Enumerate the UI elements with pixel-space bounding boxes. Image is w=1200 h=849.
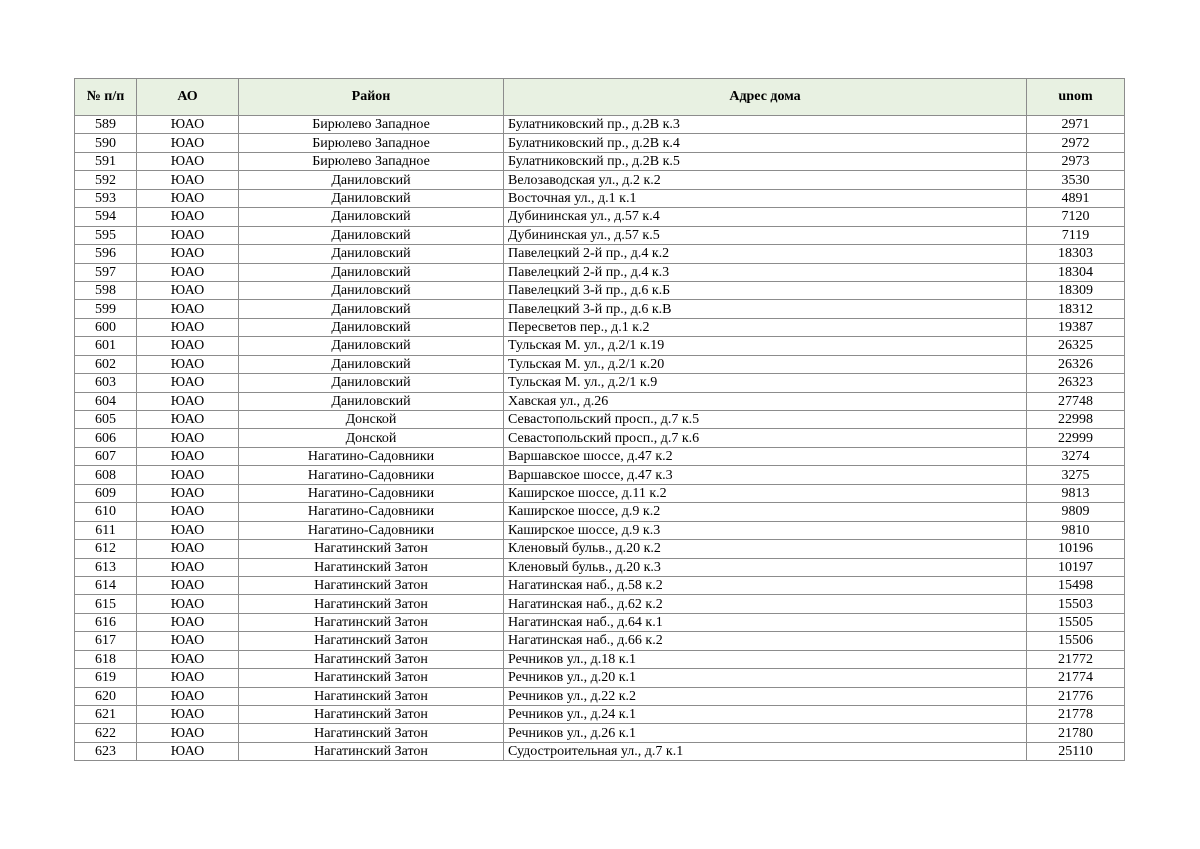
table-row: [75, 208, 1125, 226]
cell-okrug: ЮАО: [137, 687, 239, 705]
cell-district: Нагатинский Затон: [239, 540, 504, 558]
cell-address: Севастопольский просп., д.7 к.6: [504, 429, 1027, 447]
cell-okrug: ЮАО: [137, 521, 239, 539]
cell-okrug: ЮАО: [137, 392, 239, 410]
cell-district: Бирюлево Западное: [239, 134, 504, 152]
cell-address: Речников ул., д.18 к.1: [504, 650, 1027, 668]
table-row: [75, 742, 1125, 760]
table-row: [75, 392, 1125, 410]
table-row: [75, 226, 1125, 244]
cell-okrug: ЮАО: [137, 281, 239, 299]
cell-address: Тульская М. ул., д.2/1 к.19: [504, 337, 1027, 355]
cell-okrug: ЮАО: [137, 595, 239, 613]
table-row: [75, 650, 1125, 668]
cell-unom: 7119: [1027, 226, 1125, 244]
table-row: [75, 521, 1125, 539]
cell-unom: 3275: [1027, 466, 1125, 484]
cell-address: Речников ул., д.24 к.1: [504, 706, 1027, 724]
cell-number: 592: [75, 171, 137, 189]
cell-address: Каширское шоссе, д.9 к.3: [504, 521, 1027, 539]
cell-unom: 9813: [1027, 484, 1125, 502]
cell-district: Донской: [239, 411, 504, 429]
cell-unom: 3274: [1027, 447, 1125, 465]
cell-address: Велозаводская ул., д.2 к.2: [504, 171, 1027, 189]
cell-unom: 2973: [1027, 152, 1125, 170]
cell-unom: 26326: [1027, 355, 1125, 373]
cell-address: Тульская М. ул., д.2/1 к.20: [504, 355, 1027, 373]
header-unom: unom: [1027, 79, 1125, 116]
table-row: [75, 134, 1125, 152]
table-row: [75, 576, 1125, 594]
cell-okrug: ЮАО: [137, 300, 239, 318]
cell-okrug: ЮАО: [137, 650, 239, 668]
cell-number: 589: [75, 116, 137, 134]
cell-district: Нагатинский Затон: [239, 706, 504, 724]
cell-okrug: ЮАО: [137, 116, 239, 134]
cell-unom: 10196: [1027, 540, 1125, 558]
cell-district: Даниловский: [239, 281, 504, 299]
cell-address: Каширское шоссе, д.9 к.2: [504, 503, 1027, 521]
cell-address: Булатниковский пр., д.2В к.5: [504, 152, 1027, 170]
cell-number: 591: [75, 152, 137, 170]
cell-number: 613: [75, 558, 137, 576]
cell-district: Нагатинский Затон: [239, 669, 504, 687]
cell-unom: 10197: [1027, 558, 1125, 576]
cell-district: Даниловский: [239, 300, 504, 318]
cell-okrug: ЮАО: [137, 134, 239, 152]
cell-okrug: ЮАО: [137, 374, 239, 392]
cell-number: 596: [75, 245, 137, 263]
cell-address: Павелецкий 3-й пр., д.6 к.Б: [504, 281, 1027, 299]
cell-okrug: ЮАО: [137, 466, 239, 484]
cell-number: 619: [75, 669, 137, 687]
cell-address: Пересветов пер., д.1 к.2: [504, 318, 1027, 336]
cell-okrug: ЮАО: [137, 263, 239, 281]
cell-unom: 21772: [1027, 650, 1125, 668]
cell-unom: 19387: [1027, 318, 1125, 336]
header-row: [75, 79, 1125, 116]
cell-number: 612: [75, 540, 137, 558]
cell-district: Даниловский: [239, 355, 504, 373]
cell-district: Даниловский: [239, 337, 504, 355]
table-row: [75, 466, 1125, 484]
cell-unom: 9809: [1027, 503, 1125, 521]
cell-number: 598: [75, 281, 137, 299]
table-row: [75, 171, 1125, 189]
cell-unom: 22999: [1027, 429, 1125, 447]
table-row: [75, 374, 1125, 392]
cell-number: 623: [75, 742, 137, 760]
cell-number: 594: [75, 208, 137, 226]
cell-unom: 21778: [1027, 706, 1125, 724]
cell-number: 620: [75, 687, 137, 705]
cell-unom: 18303: [1027, 245, 1125, 263]
cell-address: Нагатинская наб., д.62 к.2: [504, 595, 1027, 613]
cell-district: Нагатинский Затон: [239, 687, 504, 705]
cell-district: Даниловский: [239, 374, 504, 392]
cell-district: Нагатинский Затон: [239, 613, 504, 631]
cell-address: Булатниковский пр., д.2В к.4: [504, 134, 1027, 152]
cell-number: 603: [75, 374, 137, 392]
cell-district: Нагатино-Садовники: [239, 521, 504, 539]
cell-unom: 18304: [1027, 263, 1125, 281]
cell-number: 599: [75, 300, 137, 318]
header-number: № п/п: [75, 79, 137, 116]
cell-number: 590: [75, 134, 137, 152]
cell-district: Даниловский: [239, 226, 504, 244]
housing-table: [74, 78, 1125, 761]
cell-address: Судостроительная ул., д.7 к.1: [504, 742, 1027, 760]
cell-address: Севастопольский просп., д.7 к.5: [504, 411, 1027, 429]
cell-okrug: ЮАО: [137, 558, 239, 576]
cell-number: 610: [75, 503, 137, 521]
cell-district: Бирюлево Западное: [239, 116, 504, 134]
cell-unom: 7120: [1027, 208, 1125, 226]
table-row: [75, 558, 1125, 576]
cell-unom: 21776: [1027, 687, 1125, 705]
cell-number: 614: [75, 576, 137, 594]
header-district: Район: [239, 79, 504, 116]
cell-district: Нагатино-Садовники: [239, 503, 504, 521]
cell-district: Нагатинский Затон: [239, 576, 504, 594]
cell-okrug: ЮАО: [137, 576, 239, 594]
cell-okrug: ЮАО: [137, 337, 239, 355]
table-row: [75, 503, 1125, 521]
table-row: [75, 318, 1125, 336]
table-row: [75, 355, 1125, 373]
cell-okrug: ЮАО: [137, 724, 239, 742]
table-row: [75, 632, 1125, 650]
cell-address: Речников ул., д.22 к.2: [504, 687, 1027, 705]
cell-address: Нагатинская наб., д.66 к.2: [504, 632, 1027, 650]
cell-number: 602: [75, 355, 137, 373]
table-row: [75, 300, 1125, 318]
cell-district: Даниловский: [239, 245, 504, 263]
cell-unom: 26325: [1027, 337, 1125, 355]
cell-address: Варшавское шоссе, д.47 к.3: [504, 466, 1027, 484]
cell-number: 601: [75, 337, 137, 355]
cell-okrug: ЮАО: [137, 411, 239, 429]
table-body: [75, 116, 1125, 761]
table-row: [75, 411, 1125, 429]
cell-address: Дубининская ул., д.57 к.5: [504, 226, 1027, 244]
cell-number: 593: [75, 189, 137, 207]
cell-unom: 22998: [1027, 411, 1125, 429]
cell-okrug: ЮАО: [137, 208, 239, 226]
cell-number: 608: [75, 466, 137, 484]
cell-unom: 26323: [1027, 374, 1125, 392]
cell-address: Кленовый бульв., д.20 к.2: [504, 540, 1027, 558]
cell-address: Павелецкий 3-й пр., д.6 к.В: [504, 300, 1027, 318]
cell-okrug: ЮАО: [137, 245, 239, 263]
cell-district: Нагатинский Затон: [239, 724, 504, 742]
cell-number: 611: [75, 521, 137, 539]
cell-okrug: ЮАО: [137, 189, 239, 207]
cell-district: Даниловский: [239, 392, 504, 410]
cell-okrug: ЮАО: [137, 540, 239, 558]
table-row: [75, 613, 1125, 631]
cell-number: 616: [75, 613, 137, 631]
cell-address: Булатниковский пр., д.2В к.3: [504, 116, 1027, 134]
cell-number: 597: [75, 263, 137, 281]
cell-district: Донской: [239, 429, 504, 447]
cell-unom: 21774: [1027, 669, 1125, 687]
cell-unom: 15506: [1027, 632, 1125, 650]
header-address: Адрес дома: [504, 79, 1027, 116]
table-row: [75, 447, 1125, 465]
table-row: [75, 189, 1125, 207]
table-row: [75, 337, 1125, 355]
cell-okrug: ЮАО: [137, 742, 239, 760]
cell-number: 618: [75, 650, 137, 668]
table-row: [75, 263, 1125, 281]
cell-okrug: ЮАО: [137, 152, 239, 170]
table-row: [75, 116, 1125, 134]
cell-number: 622: [75, 724, 137, 742]
cell-district: Даниловский: [239, 189, 504, 207]
cell-district: Нагатинский Затон: [239, 558, 504, 576]
table-header: [75, 79, 1125, 116]
cell-number: 609: [75, 484, 137, 502]
cell-unom: 2971: [1027, 116, 1125, 134]
cell-unom: 15503: [1027, 595, 1125, 613]
cell-okrug: ЮАО: [137, 706, 239, 724]
cell-number: 615: [75, 595, 137, 613]
table-row: [75, 706, 1125, 724]
cell-unom: 18312: [1027, 300, 1125, 318]
cell-address: Речников ул., д.20 к.1: [504, 669, 1027, 687]
cell-district: Бирюлево Западное: [239, 152, 504, 170]
document-page: [74, 78, 1124, 761]
table-row: [75, 724, 1125, 742]
cell-unom: 27748: [1027, 392, 1125, 410]
table-row: [75, 152, 1125, 170]
table-row: [75, 540, 1125, 558]
cell-district: Нагатино-Садовники: [239, 447, 504, 465]
cell-okrug: ЮАО: [137, 484, 239, 502]
cell-okrug: ЮАО: [137, 318, 239, 336]
cell-unom: 21780: [1027, 724, 1125, 742]
cell-address: Дубининская ул., д.57 к.4: [504, 208, 1027, 226]
table-row: [75, 687, 1125, 705]
cell-number: 605: [75, 411, 137, 429]
cell-district: Даниловский: [239, 171, 504, 189]
cell-unom: 9810: [1027, 521, 1125, 539]
cell-unom: 18309: [1027, 281, 1125, 299]
cell-okrug: ЮАО: [137, 503, 239, 521]
cell-number: 604: [75, 392, 137, 410]
cell-address: Нагатинская наб., д.64 к.1: [504, 613, 1027, 631]
table-row: [75, 281, 1125, 299]
cell-district: Даниловский: [239, 318, 504, 336]
cell-okrug: ЮАО: [137, 429, 239, 447]
table-row: [75, 429, 1125, 447]
cell-number: 617: [75, 632, 137, 650]
cell-address: Каширское шоссе, д.11 к.2: [504, 484, 1027, 502]
cell-okrug: ЮАО: [137, 171, 239, 189]
cell-okrug: ЮАО: [137, 226, 239, 244]
cell-unom: 2972: [1027, 134, 1125, 152]
cell-address: Кленовый бульв., д.20 к.3: [504, 558, 1027, 576]
table-row: [75, 595, 1125, 613]
cell-number: 621: [75, 706, 137, 724]
cell-unom: 15498: [1027, 576, 1125, 594]
cell-unom: 15505: [1027, 613, 1125, 631]
cell-district: Нагатинский Затон: [239, 595, 504, 613]
header-okrug: АО: [137, 79, 239, 116]
cell-okrug: ЮАО: [137, 669, 239, 687]
cell-district: Даниловский: [239, 263, 504, 281]
cell-okrug: ЮАО: [137, 355, 239, 373]
cell-address: Павелецкий 2-й пр., д.4 к.2: [504, 245, 1027, 263]
cell-district: Нагатинский Затон: [239, 650, 504, 668]
cell-unom: 3530: [1027, 171, 1125, 189]
cell-address: Павелецкий 2-й пр., д.4 к.3: [504, 263, 1027, 281]
cell-address: Нагатинская наб., д.58 к.2: [504, 576, 1027, 594]
cell-address: Варшавское шоссе, д.47 к.2: [504, 447, 1027, 465]
cell-district: Нагатинский Затон: [239, 742, 504, 760]
cell-address: Тульская М. ул., д.2/1 к.9: [504, 374, 1027, 392]
cell-district: Нагатинский Затон: [239, 632, 504, 650]
cell-district: Даниловский: [239, 208, 504, 226]
cell-district: Нагатино-Садовники: [239, 484, 504, 502]
cell-unom: 25110: [1027, 742, 1125, 760]
cell-number: 595: [75, 226, 137, 244]
cell-address: Восточная ул., д.1 к.1: [504, 189, 1027, 207]
cell-number: 607: [75, 447, 137, 465]
cell-number: 606: [75, 429, 137, 447]
cell-unom: 4891: [1027, 189, 1125, 207]
cell-address: Речников ул., д.26 к.1: [504, 724, 1027, 742]
cell-address: Хавская ул., д.26: [504, 392, 1027, 410]
cell-okrug: ЮАО: [137, 613, 239, 631]
table-row: [75, 669, 1125, 687]
table-row: [75, 245, 1125, 263]
cell-number: 600: [75, 318, 137, 336]
cell-okrug: ЮАО: [137, 632, 239, 650]
cell-okrug: ЮАО: [137, 447, 239, 465]
cell-district: Нагатино-Садовники: [239, 466, 504, 484]
table-row: [75, 484, 1125, 502]
